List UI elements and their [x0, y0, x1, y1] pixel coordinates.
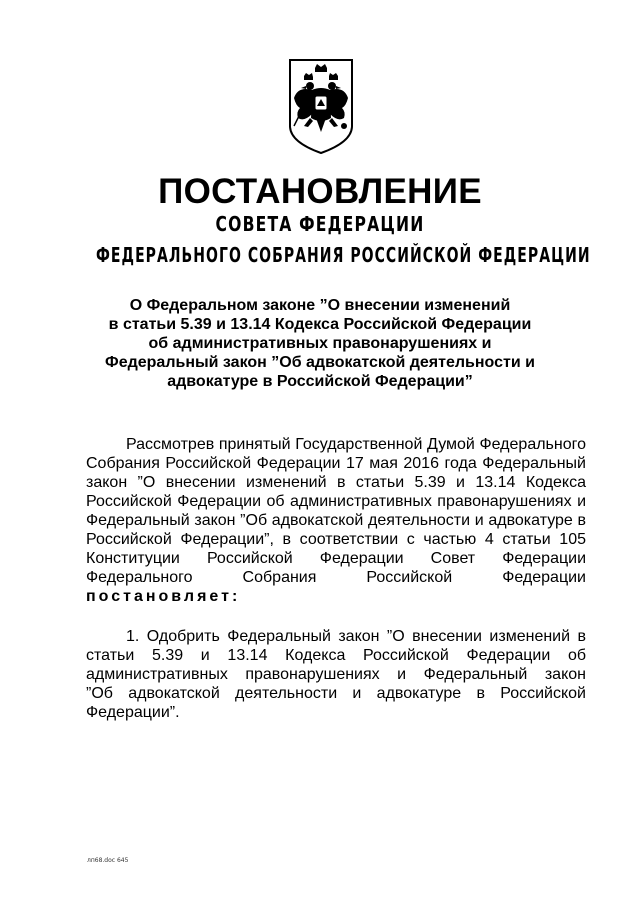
paragraph-line: статьи 5.39 и 13.14 Кодекса Российской Федерации об [86, 647, 586, 664]
law-title [60, 296, 580, 391]
law-title-line: об административных правонарушениях и [148, 335, 492, 352]
paragraph-line: 1. Одобрить Федеральный закон ”О внесении изменений в [126, 628, 586, 645]
file-reference-note: лп68.doc 645 [87, 857, 129, 864]
paragraph-line: Федеральный закон ”Об адвокатской деятельности и адвокатуре в [86, 512, 586, 529]
law-title-line: О Федеральном законе ”О внесении изменений [129, 297, 511, 314]
paragraph-line: Российской Федерации”, в соответствии с частью 4 статьи 105 [86, 531, 586, 548]
document-issuer-line-2: ФЕДЕРАЛЬНОГО СОБРАНИЯ РОССИЙСКОЙ ФЕДЕРАЦИИ [96, 243, 591, 267]
preamble-paragraph [86, 435, 586, 606]
paragraph-line: Федерального Собрания Российской Федерации [86, 569, 586, 586]
paragraph-line: ”Об адвокатской деятельности и адвокатуре в Российской [86, 685, 586, 702]
resolves-keyword: постановляет: [86, 588, 241, 605]
paragraph-line: Рассмотрев принятый Государственной Думой Федерального [126, 436, 586, 453]
paragraph-line: Собрания Российской Федерации 17 мая 2016 года Федеральный [86, 455, 586, 472]
russian-coat-of-arms-icon [286, 56, 356, 156]
document-issuer-line-1: СОВЕТА ФЕДЕРАЦИИ [215, 212, 425, 236]
law-title-line: Федеральный закон ”Об адвокатской деятельности и [105, 354, 535, 371]
paragraph-line: Федерации”. [86, 704, 180, 721]
paragraph-line: административных правонарушениях и Федеральный закон [86, 666, 586, 683]
paragraph-line: Конституции Российской Федерации Совет Федерации [86, 550, 586, 567]
resolution-item-1 [86, 627, 586, 722]
document-title: ПОСТАНОВЛЕНИЕ [158, 172, 482, 211]
law-title-line: адвокатуре в Российской Федерации” [167, 373, 473, 390]
paragraph-line: Российской Федерации об административных правонарушениях и [86, 493, 586, 510]
law-title-line: в статьи 5.39 и 13.14 Кодекса Российской Федерации [108, 316, 532, 333]
paragraph-line: закон ”О внесении изменений в статьи 5.39 и 13.14 Кодекса [86, 474, 586, 491]
